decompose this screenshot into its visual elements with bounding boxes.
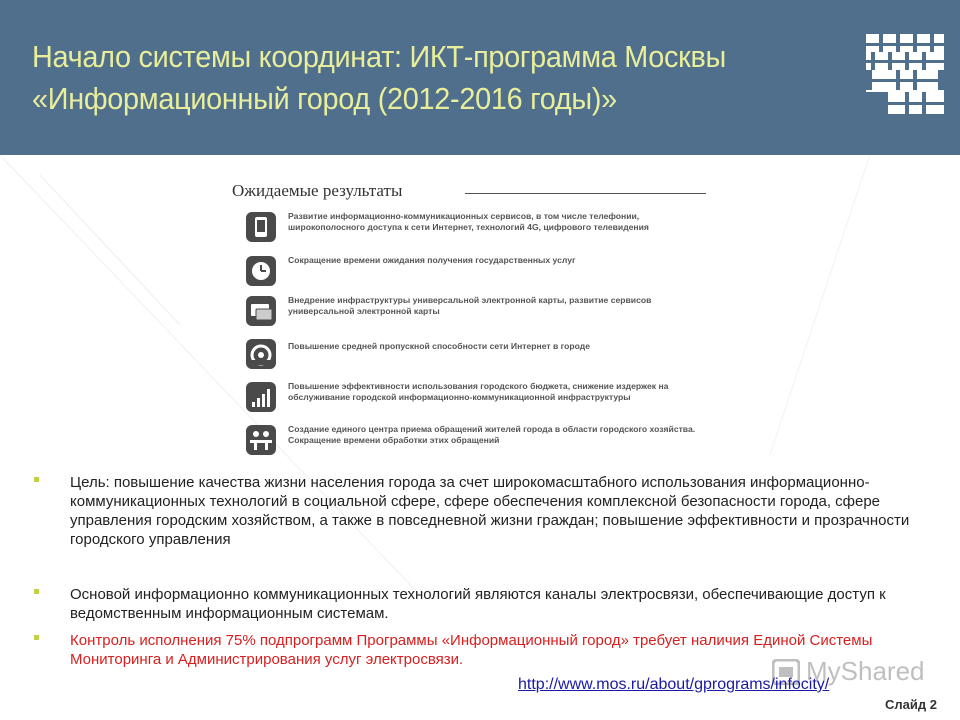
title-line-1: Начало системы координат: ИКТ-программа Москвы [32,39,726,74]
grid-plus-logo [866,34,944,114]
slide-header [0,0,960,155]
bullet-text: Цель: повышение качества жизни населения города за счет широкомасштабного использования информационно-коммуникационных технологий в социальной сфере, сфере обеспечения комплексной безопасности города, сфере управления городским хозяйством, а также в повседневной жизни граждан; повышение эффективности и прозрачности городского управления [70,474,910,548]
bar-chart-icon [246,382,276,412]
people-desk-icon [246,425,276,455]
slide-title [32,36,785,120]
result-item [246,339,716,379]
result-text: Развитие информационно-коммуникационных сервисов, в том числе телефонии, широкополосного доступа к сети Интернет, технологий 4G, цифрового телевидения [288,211,649,232]
results-heading: Ожидаемые результаты [232,181,403,200]
results-underline [465,193,706,194]
result-item [246,296,716,336]
slide-number: Слайд 2 [885,697,937,712]
clock-icon [246,256,276,286]
bullet-text: Основой информационно коммуникационных технологий являются каналы электросвязи, обеспечивающие доступ к ведомственным информационным системам. [70,586,886,622]
watermark-text: MyShared [806,656,925,686]
result-item [246,382,716,422]
result-text: Повышение эффективности использования городского бюджета, снижение издержек на обслуживание городской информационно-коммуникационной инфраструктуры [288,381,669,402]
result-text: Создание единого центра приема обращений жителей города в области городского хозяйства. Сокращение времени обработки этих обращений [288,424,696,445]
program-link[interactable]: http://www.mos.ru/about/gprograms/infocity/ [518,676,830,693]
speedometer-icon [246,339,276,369]
result-text: Внедрение инфраструктуры универсальной электронной карты, развитие сервисов универсальной электронной карты [288,295,652,316]
bullet-text: Контроль исполнения 75% подпрограмм Программы «Информационный город» требует наличия Единой Системы Мониторинга и Администрирования услуг электросвязи. [70,632,873,668]
result-text: Повышение средней пропускной способности сети Интернет в городе [288,341,590,351]
result-item [246,212,716,252]
bullet-marker [34,589,39,594]
result-item [246,425,716,465]
bullet-marker [34,477,39,482]
phone-icon [246,212,276,242]
result-item [246,256,716,296]
card-icon [246,296,276,326]
result-text: Сокращение времени ожидания получения государственных услуг [288,255,576,265]
title-line-2: «Информационный город (2012-2016 годы)» [32,81,617,116]
bullet-marker [34,635,39,640]
